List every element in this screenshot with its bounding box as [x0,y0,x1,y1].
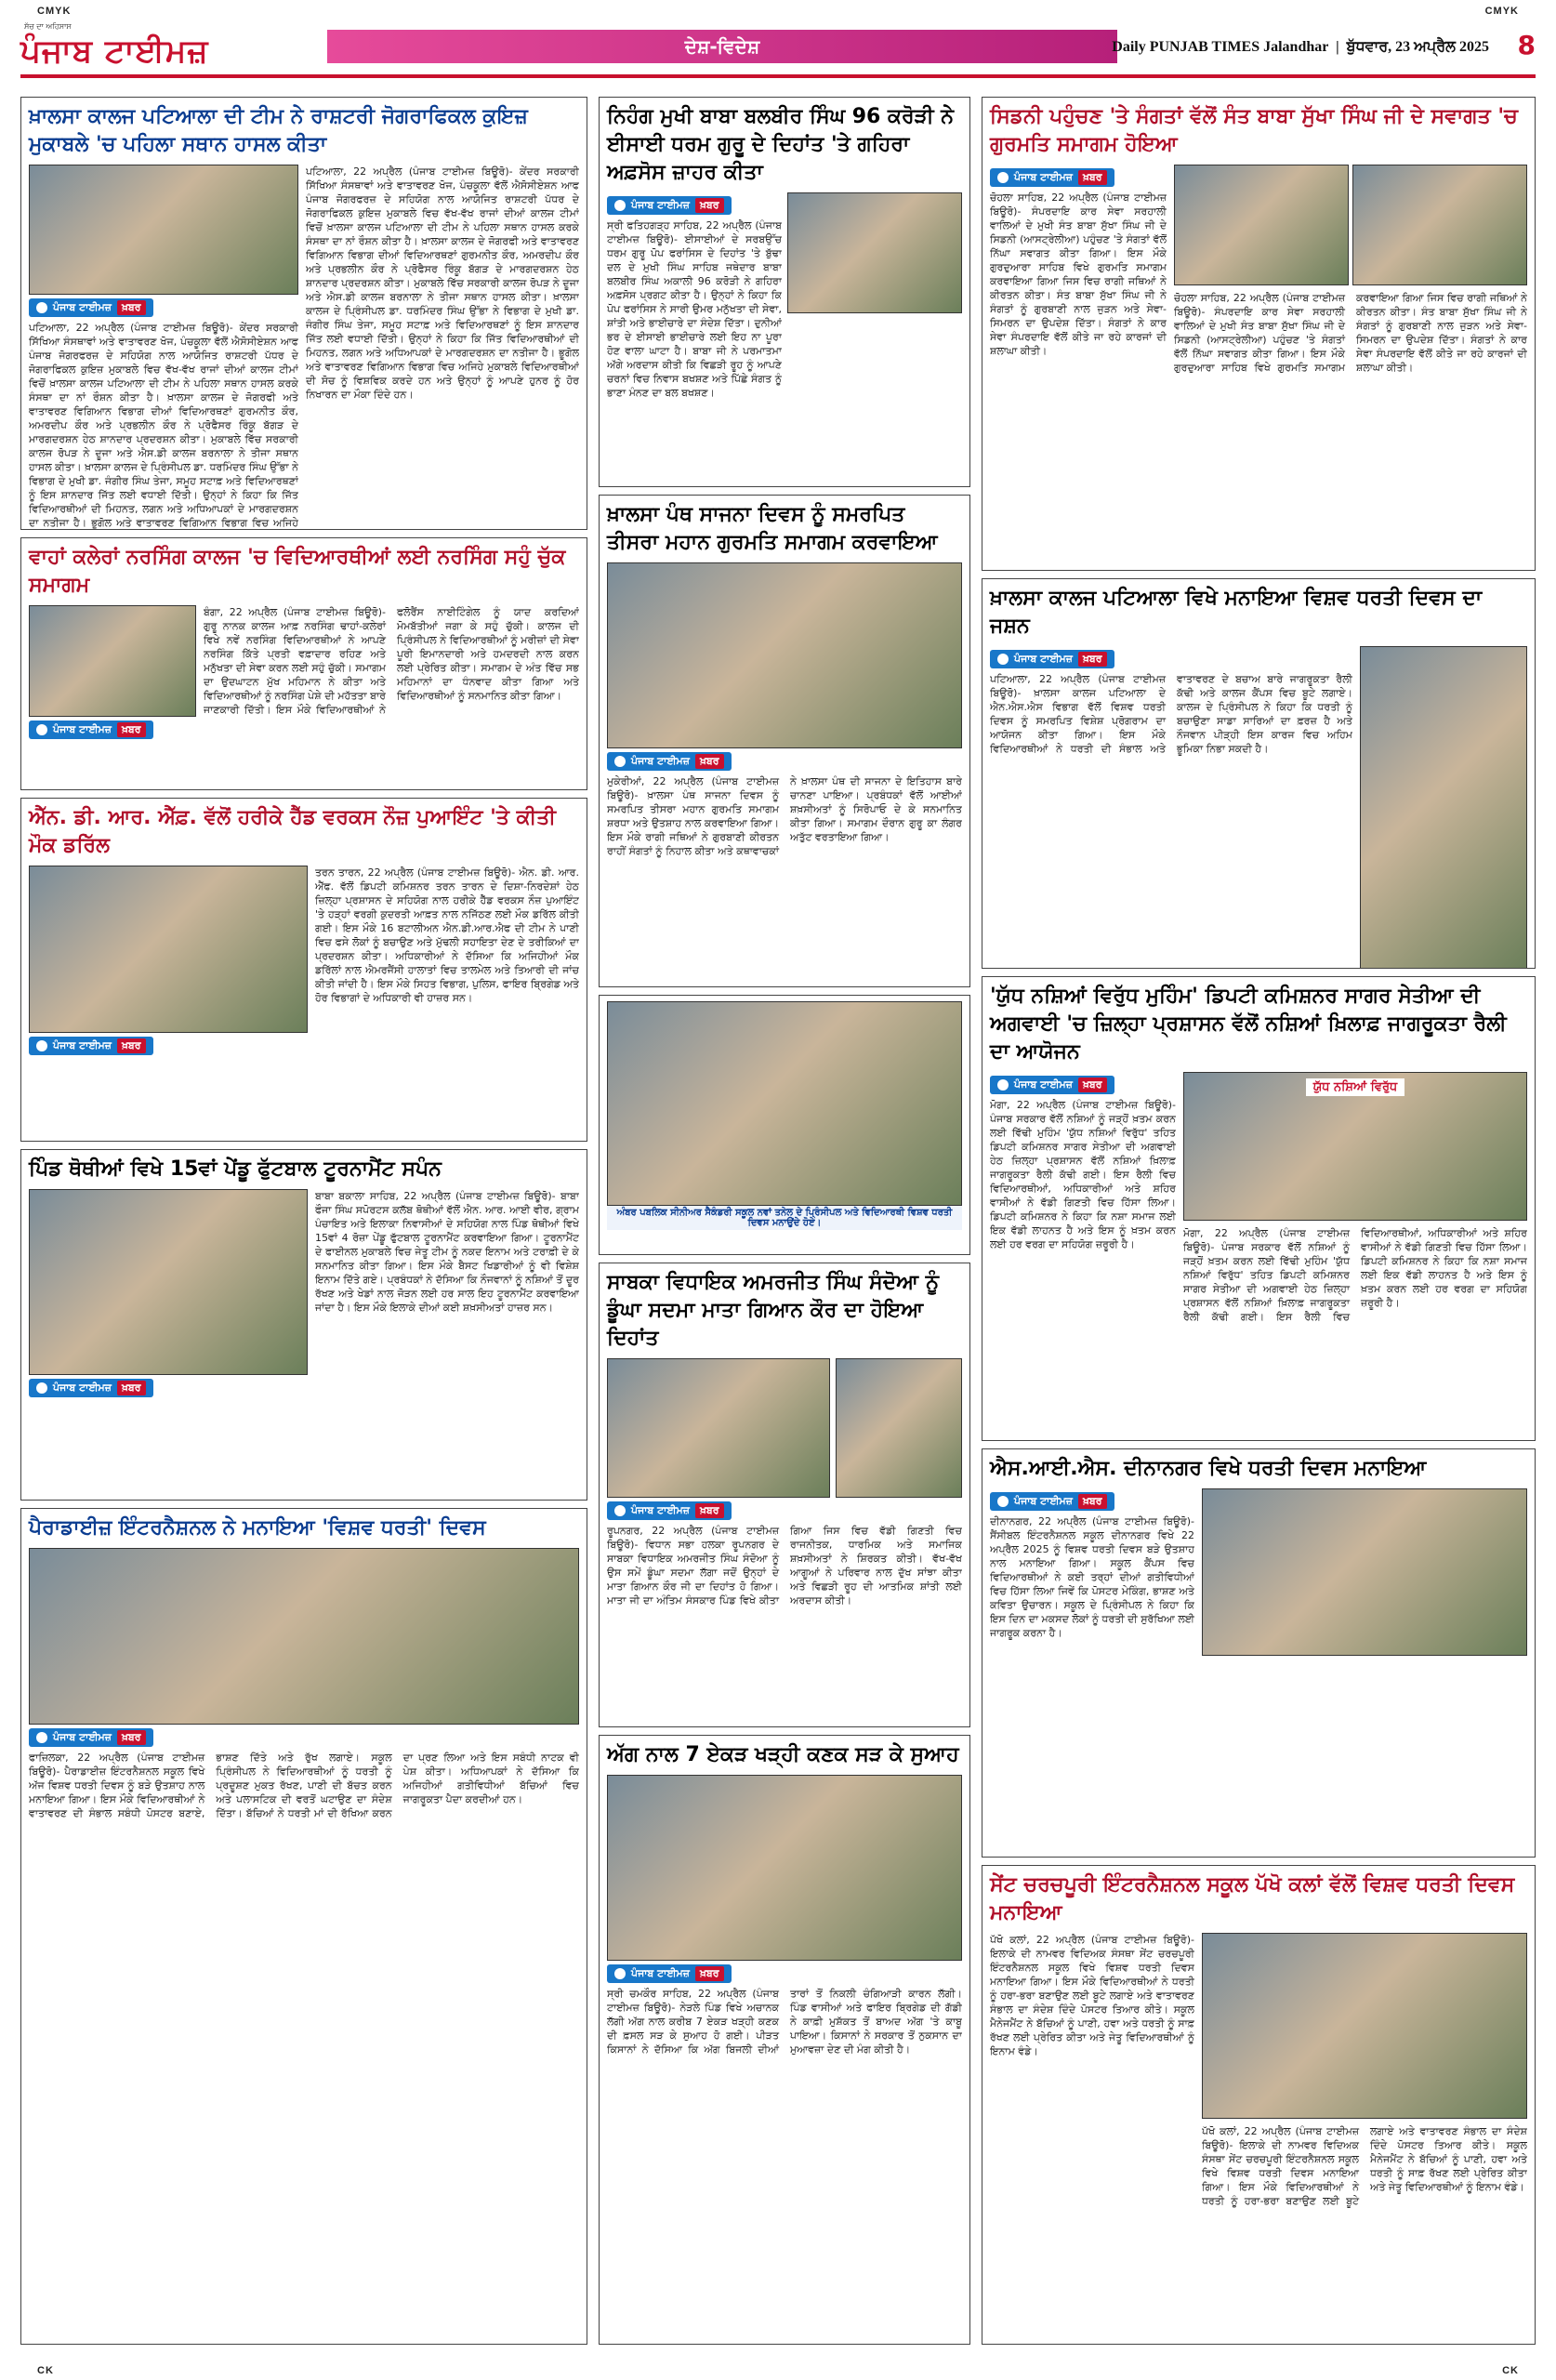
article-photo [1174,165,1349,285]
masthead [20,22,1536,78]
article-body: ਬੰਗਾ, 22 ਅਪ੍ਰੈਲ (ਪੰਜਾਬ ਟਾਈਮਜ਼ ਬਿਊਰੋ)- ਗੁਰੂ ਨਾਨਕ ਕਾਲਜ ਆਫ਼ ਨਰਸਿੰਗ ਢਾਹਾਂ-ਕਲੇਰਾਂ ਵਿਖੇ ਨਵੇਂ ਨਰਸਿੰਗ ਵਿਦਿਆਰਥੀਆਂ ਨੇ ਆਪਣੇ ਨਰਸਿੰਗ ਕਿੱਤੇ ਪ੍ਰਤੀ ਵਫ਼ਾਦਾਰ ਰਹਿਣ ਅਤੇ ਮਨੁੱਖਤਾ ਦੀ ਸੇਵਾ ਕਰਨ ਲਈ ਸਹੁੰ ਚੁੱਕੀ। ਸਮਾਗਮ ਦਾ ਉਦਘਾਟਨ ਮੁੱਖ ਮਹਿਮਾਨ ਨੇ ਕੀਤਾ ਅਤੇ ਵਿਦਿਆਰਥੀਆਂ ਨੂੰ ਨਰਸਿੰਗ ਪੇਸ਼ੇ ਦੀ ਮਹੱਤਤਾ ਬਾਰੇ ਜਾਣਕਾਰੀ ਦਿੱਤੀ। ਇਸ ਮੌਕੇ ਵਿਦਿਆਰਥੀਆਂ ਨੇ ਫਲੋਰੈਂਸ ਨਾਈਟਿੰਗੇਲ ਨੂੰ ਯਾਦ ਕਰਦਿਆਂ ਮੋਮਬੱਤੀਆਂ ਜਗਾ ਕੇ ਸਹੁੰ ਚੁੱਕੀ। ਕਾਲਜ ਦੀ ਪ੍ਰਿੰਸੀਪਲ ਨੇ ਵਿਦਿਆਰਥੀਆਂ ਨੂੰ ਮਰੀਜ਼ਾਂ ਦੀ ਸੇਵਾ ਪੂਰੀ ਇਮਾਨਦਾਰੀ ਅਤੇ ਹਮਦਰਦੀ ਨਾਲ ਕਰਨ ਲਈ ਪ੍ਰੇਰਿਤ ਕੀਤਾ। ਸਮਾਗਮ ਦੇ ਅੰਤ ਵਿੱਚ ਸਭ ਮਹਿਮਾਨਾਂ ਦਾ ਧੰਨਵਾਦ ਕੀਤਾ ਗਿਆ ਅਤੇ ਵਿਦਿਆਰਥੀਆਂ ਨੂੰ ਸਨਮਾਨਿਤ ਕੀਤਾ ਗਿਆ। [204,606,579,716]
article-body-continued: ਚੋਹਲਾ ਸਾਹਿਬ, 22 ਅਪ੍ਰੈਲ (ਪੰਜਾਬ ਟਾਈਮਜ਼ ਬਿਊਰੋ)- ਸੰਪਰਦਾਇ ਕਾਰ ਸੇਵਾ ਸਰਹਾਲੀ ਵਾਲਿਆਂ ਦੇ ਮੁਖੀ ਸੰਤ ਬਾਬਾ ਸੁੱਖਾ ਸਿੰਘ ਜੀ ਦੇ ਸਿਡਨੀ (ਆਸਟ੍ਰੇਲੀਆ) ਪਹੁੰਚਣ 'ਤੇ ਸੰਗਤਾਂ ਵੱਲੋਂ ਨਿੱਘਾ ਸਵਾਗਤ ਕੀਤਾ ਗਿਆ। ਇਸ ਮੌਕੇ ਗੁਰਦੁਆਰਾ ਸਾਹਿਬ ਵਿਖੇ ਗੁਰਮਤਿ ਸਮਾਗਮ ਕਰਵਾਇਆ ਗਿਆ ਜਿਸ ਵਿਚ ਰਾਗੀ ਜਥਿਆਂ ਨੇ ਕੀਰਤਨ ਕੀਤਾ। ਸੰਤ ਬਾਬਾ ਸੁੱਖਾ ਸਿੰਘ ਜੀ ਨੇ ਸੰਗਤਾਂ ਨੂੰ ਗੁਰਬਾਣੀ ਨਾਲ ਜੁੜਨ ਅਤੇ ਸੇਵਾ-ਸਿਮਰਨ ਦਾ ਉਪਦੇਸ਼ ਦਿੱਤਾ। ਸੰਗਤਾਂ ਨੇ ਕਾਰ ਸੇਵਾ ਸੰਪਰਦਾਇ ਵੱਲੋਂ ਕੀਤੇ ਜਾ ਰਹੇ ਕਾਰਜਾਂ ਦੀ ਸ਼ਲਾਘਾ ਕੀਤੀ। [1174,292,1527,374]
article-nursing-oath [20,537,587,790]
article-headline: ਸਿਡਨੀ ਪਹੁੰਚਣ 'ਤੇ ਸੰਗਤਾਂ ਵੱਲੋਂ ਸੰਤ ਬਾਬਾ ਸੁੱਖਾ ਸਿੰਘ ਜੀ ਦੇ ਸਵਾਗਤ 'ਚ ਗੁਰਮਤਿ ਸਮਾਗਮ ਹੋਇਆ [990,105,1518,156]
article-body: ਪਟਿਆਲਾ, 22 ਅਪ੍ਰੈਲ (ਪੰਜਾਬ ਟਾਈਮਜ਼ ਬਿਊਰੋ)- ਖ਼ਾਲਸਾ ਕਾਲਜ ਪਟਿਆਲਾ ਦੇ ਐਨ.ਐਸ.ਐਸ ਵਿਭਾਗ ਵੱਲੋਂ ਵਿਸ਼ਵ ਧਰਤੀ ਦਿਵਸ ਨੂੰ ਸਮਰਪਿਤ ਵਿਸ਼ੇਸ਼ ਪ੍ਰੋਗਰਾਮ ਦਾ ਆਯੋਜਨ ਕੀਤਾ ਗਿਆ। ਇਸ ਮੌਕੇ ਵਿਦਿਆਰਥੀਆਂ ਨੇ ਧਰਤੀ ਦੀ ਸੰਭਾਲ ਅਤੇ ਵਾਤਾਵਰਣ ਦੇ ਬਚਾਅ ਬਾਰੇ ਜਾਗਰੂਕਤਾ ਰੈਲੀ ਕੱਢੀ ਅਤੇ ਕਾਲਜ ਕੈਂਪਸ ਵਿਚ ਬੂਟੇ ਲਗਾਏ। ਕਾਲਜ ਦੇ ਪ੍ਰਿੰਸੀਪਲ ਨੇ ਕਿਹਾ ਕਿ ਧਰਤੀ ਨੂੰ ਬਚਾਉਣਾ ਸਾਡਾ ਸਾਰਿਆਂ ਦਾ ਫ਼ਰਜ਼ ਹੈ ਅਤੇ ਨੌਜਵਾਨ ਪੀੜ੍ਹੀ ਇਸ ਕਾਰਜ ਵਿਚ ਅਹਿਮ ਭੂਮਿਕਾ ਨਿਭਾ ਸਕਦੀ ਹੈ। [990,673,1352,755]
logo-name: ਪੰਜਾਬ ਟਾਈਮਜ਼ [20,33,209,70]
article-khalsa-quiz [20,97,587,530]
article-headline: ਖ਼ਾਲਸਾ ਪੰਥ ਸਾਜਨਾ ਦਿਵਸ ਨੂੰ ਸਮਰਪਿਤ ਤੀਸਰਾ ਮਹਾਨ ਗੁਰਮਤਿ ਸਮਾਗਮ ਕਰਵਾਇਆ [607,503,938,554]
registration-mark-top-left: CMYK [37,6,72,17]
rally-banner: ਯੁੱਧ ਨਸ਼ਿਆਂ ਵਿਰੁੱਧ [1306,1078,1405,1096]
article-photo [29,1189,308,1375]
byline: ਪੰਜਾਬ ਟਾਈਮਜ਼ ਖ਼ਬਰ [990,168,1114,187]
article-amber-school-photo [599,995,970,1255]
logo-icon [36,1040,47,1051]
article-drugs-rally [982,976,1536,1441]
article-body-part: ਪਟਿਆਲਾ, 22 ਅਪ੍ਰੈਲ (ਪੰਜਾਬ ਟਾਈਮਜ਼ ਬਿਊਰੋ)- ਕੇਂਦਰ ਸਰਕਾਰੀ ਸਿੱਖਿਆ ਸੰਸਥਾਵਾਂ ਅਤੇ ਵਾਤਾਵਰਣ ਖੋਜ, ਪੰਚਕੂਲਾ ਵੱਲੋਂ ਐਸੋਸੀਏਸ਼ਨ ਆਫ ਪੰਜਾਬ ਜੋਗਰਫਰਜ਼ ਦੇ ਸਹਿਯੋਗ ਨਾਲ ਆਯੋਜਿਤ ਰਾਸ਼ਟਰੀ ਪੱਧਰ ਦੇ ਜੋਗਰਾਫਿਕਲ ਕੁਇਜ਼ ਮੁਕਾਬਲੇ ਵਿਚ ਵੱਖ-ਵੱਖ ਰਾਜਾਂ ਦੀਆਂ ਕਾਲਜ ਟੀਮਾਂ ਵਿਚੋਂ ਖ਼ਾਲਸਾ ਕਾਲਜ ਪਟਿਆਲਾ ਦੀ ਟੀਮ ਨੇ ਪਹਿਲਾ ਸਥਾਨ ਹਾਸਲ ਕਰਕੇ ਸੰਸਥਾ ਦਾ ਨਾਂ ਰੌਸ਼ਨ ਕੀਤਾ ਹੈ। ਖ਼ਾਲਸਾ ਕਾਲਜ ਦੇ ਜੋਗਰਫੀ ਅਤੇ ਵਾਤਾਵਰਣ ਵਿਗਿਆਨ ਵਿਭਾਗ ਦੀਆਂ ਵਿਦਿਆਰਥਣਾਂ ਗੁਰਮਨੀਤ ਕੌਰ, ਅਮਰਦੀਪ ਕੌਰ ਅਤੇ ਪ੍ਰਭਲੀਨ ਕੌਰ ਨੇ ਪ੍ਰੋਫੈਸਰ ਰਿੰਕੂ ਬੱਗੜ ਦੇ ਮਾਰਗਦਰਸ਼ਨ ਹੇਠ ਸ਼ਾਨਦਾਰ ਪ੍ਰਦਰਸ਼ਨ ਕੀਤਾ। ਮੁਕਾਬਲੇ ਵਿੱਚ ਸਰਕਾਰੀ ਕਾਲਜ ਰੋਪੜ ਨੇ ਦੂਜਾ ਅਤੇ ਐਸ.ਡੀ ਕਾਲਜ ਬਰਨਾਲਾ ਨੇ ਤੀਜਾ ਸਥਾਨ ਹਾਸਲ ਕੀਤਾ। ਖ਼ਾਲਸਾ ਕਾਲਜ ਦੇ ਪ੍ਰਿੰਸੀਪਲ ਡਾ. ਧਰਮਿੰਦਰ ਸਿੰਘ ਉੱਭਾ ਨੇ ਵਿਭਾਗ ਦੇ ਮੁਖੀ ਡਾ. ਜੰਗੀਰ ਸਿੰਘ ਤੇਜਾ, ਸਮੂਹ ਸਟਾਫ਼ ਅਤੇ ਵਿਦਿਆਰਥਣਾਂ ਨੂੰ ਇਸ ਸ਼ਾਨਦਾਰ ਜਿੱਤ ਲਈ ਵਧਾਈ ਦਿੱਤੀ। ਉਨ੍ਹਾਂ ਨੇ ਕਿਹਾ ਕਿ ਜਿੱਤ ਵਿਦਿਆਰਥੀਆਂ ਦੀ ਮਿਹਨਤ, ਲਗਨ ਅਤੇ ਅਧਿਆਪਕਾਂ ਦੇ ਮਾਰਗਦਰਸ਼ਨ ਦਾ ਨਤੀਜਾ ਹੈ। ਭੂਗੋਲ ਅਤੇ ਵਾਤਾਵਰਣ ਵਿਗਿਆਨ ਵਿਭਾਗ ਵਿਚ ਅਜਿਹੇ [29,322,298,529]
logo-icon [997,1079,1009,1091]
article-photo [1360,646,1527,969]
article-photo [1202,1933,1527,2119]
logo-icon [614,200,626,211]
article-headline: ਖ਼ਾਲਸਾ ਕਾਲਜ ਪਟਿਆਲਾ ਵਿਖੇ ਮਨਾਇਆ ਵਿਸ਼ਵ ਧਰਤੀ ਦਿਵਸ ਦਾ ਜਸ਼ਨ [990,587,1483,638]
byline: ਪੰਜਾਬ ਟਾਈਮਜ਼ ਖ਼ਬਰ [29,1379,153,1397]
logo-icon [614,756,626,767]
article-photo [787,192,962,313]
article-body: ਫਾਜ਼ਿਲਕਾ, 22 ਅਪ੍ਰੈਲ (ਪੰਜਾਬ ਟਾਈਮਜ਼ ਬਿਊਰੋ)- ਪੈਰਾਡਾਈਜ਼ ਇੰਟਰਨੈਸ਼ਨਲ ਸਕੂਲ ਵਿਖੇ ਅੱਜ ਵਿਸ਼ਵ ਧਰਤੀ ਦਿਵਸ ਨੂੰ ਬੜੇ ਉਤਸ਼ਾਹ ਨਾਲ ਮਨਾਇਆ ਗਿਆ। ਇਸ ਮੌਕੇ ਵਿਦਿਆਰਥੀਆਂ ਨੇ ਵਾਤਾਵਰਣ ਦੀ ਸੰਭਾਲ ਸਬੰਧੀ ਪੋਸਟਰ ਬਣਾਏ, ਭਾਸ਼ਣ ਦਿੱਤੇ ਅਤੇ ਰੁੱਖ ਲਗਾਏ। ਸਕੂਲ ਪ੍ਰਿੰਸੀਪਲ ਨੇ ਵਿਦਿਆਰਥੀਆਂ ਨੂੰ ਧਰਤੀ ਨੂੰ ਪ੍ਰਦੂਸ਼ਣ ਮੁਕਤ ਰੱਖਣ, ਪਾਣੀ ਦੀ ਬੱਚਤ ਕਰਨ ਅਤੇ ਪਲਾਸਟਿਕ ਦੀ ਵਰਤੋਂ ਘਟਾਉਣ ਦਾ ਸੰਦੇਸ਼ ਦਿੱਤਾ। ਬੱਚਿਆਂ ਨੇ ਧਰਤੀ ਮਾਂ ਦੀ ਰੱਖਿਆ ਕਰਨ ਦਾ ਪ੍ਰਣ ਲਿਆ ਅਤੇ ਇਸ ਸਬੰਧੀ ਨਾਟਕ ਵੀ ਪੇਸ਼ ਕੀਤਾ। ਅਧਿਆਪਕਾਂ ਨੇ ਦੱਸਿਆ ਕਿ ਅਜਿਹੀਆਂ ਗਤੀਵਿਧੀਆਂ ਬੱਚਿਆਂ ਵਿਚ ਜਾਗਰੂਕਤਾ ਪੈਦਾ ਕਰਦੀਆਂ ਹਨ। [29,1752,579,1819]
article-wheat-fire [599,1735,970,2345]
article-photo [29,605,196,717]
article-body: ਬਾਬਾ ਬਕਾਲਾ ਸਾਹਿਬ, 22 ਅਪ੍ਰੈਲ (ਪੰਜਾਬ ਟਾਈਮਜ਼ ਬਿਊਰੋ)- ਬਾਬਾ ਫੌਜਾ ਸਿੰਘ ਸਪੋਰਟਸ ਕਲੱਬ ਥੋਥੀਆਂ ਵੱਲੋਂ ਐਨ. ਆਰ. ਆਈ ਵੀਰ, ਗ੍ਰਾਮ ਪੰਚਾਇਤ ਅਤੇ ਇਲਾਕਾ ਨਿਵਾਸੀਆਂ ਦੇ ਸਹਿਯੋਗ ਨਾਲ ਪਿੰਡ ਥੋਥੀਆਂ ਵਿਖੇ 15ਵਾਂ 4 ਰੋਜ਼ਾ ਪੇਂਡੂ ਫੁੱਟਬਾਲ ਟੂਰਨਾਮੈਂਟ ਕਰਵਾਇਆ ਗਿਆ। ਟੂਰਨਾਮੈਂਟ ਦੇ ਫਾਈਨਲ ਮੁਕਾਬਲੇ ਵਿਚ ਜੇਤੂ ਟੀਮ ਨੂੰ ਨਕਦ ਇਨਾਮ ਅਤੇ ਟਰਾਫ਼ੀ ਦੇ ਕੇ ਸਨਮਾਨਿਤ ਕੀਤਾ ਗਿਆ। ਇਸ ਮੌਕੇ ਬੈਸਟ ਖਿਡਾਰੀਆਂ ਨੂੰ ਵੀ ਵਿਸ਼ੇਸ਼ ਇਨਾਮ ਦਿੱਤੇ ਗਏ। ਪ੍ਰਬੰਧਕਾਂ ਨੇ ਦੱਸਿਆ ਕਿ ਨੌਜਵਾਨਾਂ ਨੂੰ ਨਸ਼ਿਆਂ ਤੋਂ ਦੂਰ ਰੱਖਣ ਅਤੇ ਖੇਡਾਂ ਨਾਲ ਜੋੜਨ ਲਈ ਹਰ ਸਾਲ ਇਹ ਟੂਰਨਾਮੈਂਟ ਕਰਵਾਇਆ ਜਾਂਦਾ ਹੈ। ਇਸ ਮੌਕੇ ਇਲਾਕੇ ਦੀਆਂ ਕਈ ਸ਼ਖ਼ਸੀਅਤਾਂ ਹਾਜ਼ਰ ਸਨ। [315,1190,579,1314]
logo-icon [997,1496,1009,1507]
article-body: ਸ੍ਰੀ ਚਮਕੌਰ ਸਾਹਿਬ, 22 ਅਪ੍ਰੈਲ (ਪੰਜਾਬ ਟਾਈਮਜ਼ ਬਿਊਰੋ)- ਨੇੜਲੇ ਪਿੰਡ ਵਿਖੇ ਅਚਾਨਕ ਲੱਗੀ ਅੱਗ ਨਾਲ ਕਰੀਬ 7 ਏਕੜ ਖੜ੍ਹੀ ਕਣਕ ਦੀ ਫ਼ਸਲ ਸੜ ਕੇ ਸੁਆਹ ਹੋ ਗਈ। ਪੀੜਤ ਕਿਸਾਨਾਂ ਨੇ ਦੱਸਿਆ ਕਿ ਅੱਗ ਬਿਜਲੀ ਦੀਆਂ ਤਾਰਾਂ ਤੋਂ ਨਿਕਲੀ ਚੰਗਿਆੜੀ ਕਾਰਨ ਲੱਗੀ। ਪਿੰਡ ਵਾਸੀਆਂ ਅਤੇ ਫਾਇਰ ਬ੍ਰਿਗੇਡ ਦੀ ਗੱਡੀ ਨੇ ਕਾਫ਼ੀ ਮੁਸ਼ੱਕਤ ਤੋਂ ਬਾਅਦ ਅੱਗ 'ਤੇ ਕਾਬੂ ਪਾਇਆ। ਕਿਸਾਨਾਂ ਨੇ ਸਰਕਾਰ ਤੋਂ ਨੁਕਸਾਨ ਦਾ ਮੁਆਵਜ਼ਾ ਦੇਣ ਦੀ ਮੰਗ ਕੀਤੀ ਹੈ। [607,1988,962,2056]
byline: ਪੰਜਾਬ ਟਾਈਮਜ਼ ਖ਼ਬਰ [29,1728,153,1747]
byline: ਪੰਜਾਬ ਟਾਈਮਜ਼ ਖ਼ਬਰ [990,1076,1114,1094]
article-nihang-condolence [599,97,970,487]
article-headline: ਐਸ.ਆਈ.ਐਸ. ਦੀਨਾਨਗਰ ਵਿਖੇ ਧਰਤੀ ਦਿਵਸ ਮਨਾਇਆ [990,1457,1427,1480]
article-body: ਪੱਖੋ ਕਲਾਂ, 22 ਅਪ੍ਰੈਲ (ਪੰਜਾਬ ਟਾਈਮਜ਼ ਬਿਊਰੋ)- ਇਲਾਕੇ ਦੀ ਨਾਮਵਰ ਵਿਦਿਅਕ ਸੰਸਥਾ ਸੇਂਟ ਚਰਚਪੂਰੀ ਇੰਟਰਨੈਸ਼ਨਲ ਸਕੂਲ ਵਿਖੇ ਵਿਸ਼ਵ ਧਰਤੀ ਦਿਵਸ ਮਨਾਇਆ ਗਿਆ। ਇਸ ਮੌਕੇ ਵਿਦਿਆਰਥੀਆਂ ਨੇ ਧਰਤੀ ਨੂੰ ਹਰਾ-ਭਰਾ ਬਣਾਉਣ ਲਈ ਬੂਟੇ ਲਗਾਏ ਅਤੇ ਵਾਤਾਵਰਣ ਸੰਭਾਲ ਦਾ ਸੰਦੇਸ਼ ਦਿੰਦੇ ਪੋਸਟਰ ਤਿਆਰ ਕੀਤੇ। ਸਕੂਲ ਮੈਨੇਜਮੈਂਟ ਨੇ ਬੱਚਿਆਂ ਨੂੰ ਪਾਣੀ, ਹਵਾ ਅਤੇ ਧਰਤੀ ਨੂੰ ਸਾਫ਼ ਰੱਖਣ ਲਈ ਪ੍ਰੇਰਿਤ ਕੀਤਾ ਅਤੇ ਜੇਤੂ ਵਿਦਿਆਰਥੀਆਂ ਨੂੰ ਇਨਾਮ ਵੰਡੇ। [990,1934,1194,2057]
article-headline: ਖ਼ਾਲਸਾ ਕਾਲਜ ਪਟਿਆਲਾ ਦੀ ਟੀਮ ਨੇ ਰਾਸ਼ਟਰੀ ਜੋਗਰਾਫਿਕਲ ਕੁਇਜ਼ ਮੁਕਾਬਲੇ 'ਚ ਪਹਿਲਾ ਸਥਾਨ ਹਾਸਲ ਕੀਤਾ [29,105,528,156]
article-photo [607,562,962,748]
article-photo [1202,1488,1527,1656]
portrait-photo [836,1358,962,1498]
photo-caption: ਅੰਬਰ ਪਬਲਿਕ ਸੀਨੀਅਰ ਸੈਕੰਡਰੀ ਸਕੂਲ ਨਵਾਂ ਤਨੇਲ ਦੇ ਪ੍ਰਿੰਸੀਪਲ ਅਤੇ ਵਿਦਿਆਰਥੀ ਵਿਸ਼ਵ ਧਰਤੀ ਦਿਵਸ ਮਨਾਉਂਦੇ ਹੋਏ। [607,1206,962,1230]
article-headline: ਪੈਰਾਡਾਈਜ਼ ਇੰਟਰਨੈਸ਼ਨਲ ਨੇ ਮਨਾਇਆ 'ਵਿਸ਼ਵ ਧਰਤੀ' ਦਿਵਸ [29,1516,486,1540]
article-khalsa-gurmat [599,495,970,987]
article-body: ਚੋਹਲਾ ਸਾਹਿਬ, 22 ਅਪ੍ਰੈਲ (ਪੰਜਾਬ ਟਾਈਮਜ਼ ਬਿਊਰੋ)- ਸੰਪਰਦਾਇ ਕਾਰ ਸੇਵਾ ਸਰਹਾਲੀ ਵਾਲਿਆਂ ਦੇ ਮੁਖੀ ਸੰਤ ਬਾਬਾ ਸੁੱਖਾ ਸਿੰਘ ਜੀ ਦੇ ਸਿਡਨੀ (ਆਸਟ੍ਰੇਲੀਆ) ਪਹੁੰਚਣ 'ਤੇ ਸੰਗਤਾਂ ਵੱਲੋਂ ਨਿੱਘਾ ਸਵਾਗਤ ਕੀਤਾ ਗਿਆ। ਇਸ ਮੌਕੇ ਗੁਰਦੁਆਰਾ ਸਾਹਿਬ ਵਿਖੇ ਗੁਰਮਤਿ ਸਮਾਗਮ ਕਰਵਾਇਆ ਗਿਆ ਜਿਸ ਵਿਚ ਰਾਗੀ ਜਥਿਆਂ ਨੇ ਕੀਰਤਨ ਕੀਤਾ। ਸੰਤ ਬਾਬਾ ਸੁੱਖਾ ਸਿੰਘ ਜੀ ਨੇ ਸੰਗਤਾਂ ਨੂੰ ਗੁਰਬਾਣੀ ਨਾਲ ਜੁੜਨ ਅਤੇ ਸੇਵਾ-ਸਿਮਰਨ ਦਾ ਉਪਦੇਸ਼ ਦਿੱਤਾ। ਸੰਗਤਾਂ ਨੇ ਕਾਰ ਸੇਵਾ ਸੰਪਰਦਾਇ ਵੱਲੋਂ ਕੀਤੇ ਜਾ ਰਹੇ ਕਾਰਜਾਂ ਦੀ ਸ਼ਲਾਘਾ ਕੀਤੀ। [990,192,1167,357]
article-body: ਪਟਿਆਲਾ, 22 ਅਪ੍ਰੈਲ (ਪੰਜਾਬ ਟਾਈਮਜ਼ ਬਿਊਰੋ)- ਕੇਂਦਰ ਸਰਕਾਰੀ ਸਿੱਖਿਆ ਸੰਸਥਾਵਾਂ ਅਤੇ ਵਾਤਾਵਰਣ ਖੋਜ, ਪੰਚਕੂਲਾ ਵੱਲੋਂ ਐਸੋਸੀਏਸ਼ਨ ਆਫ ਪੰਜਾਬ ਜੋਗਰਫਰਜ਼ ਦੇ ਸਹਿਯੋਗ ਨਾਲ ਆਯੋਜਿਤ ਰਾਸ਼ਟਰੀ ਪੱਧਰ ਦੇ ਜੋਗਰਾਫਿਕਲ ਕੁਇਜ਼ ਮੁਕਾਬਲੇ ਵਿਚ ਵੱਖ-ਵੱਖ ਰਾਜਾਂ ਦੀਆਂ ਕਾਲਜ ਟੀਮਾਂ ਵਿਚੋਂ ਖ਼ਾਲਸਾ ਕਾਲਜ ਪਟਿਆਲਾ ਦੀ ਟੀਮ ਨੇ ਪਹਿਲਾ ਸਥਾਨ ਹਾਸਲ ਕਰਕੇ ਸੰਸਥਾ ਦਾ ਨਾਂ ਰੌਸ਼ਨ ਕੀਤਾ ਹੈ। ਖ਼ਾਲਸਾ ਕਾਲਜ ਦੇ ਜੋਗਰਫੀ ਅਤੇ ਵਾਤਾਵਰਣ ਵਿਗਿਆਨ ਵਿਭਾਗ ਦੀਆਂ ਵਿਦਿਆਰਥਣਾਂ ਗੁਰਮਨੀਤ ਕੌਰ, ਅਮਰਦੀਪ ਕੌਰ ਅਤੇ ਪ੍ਰਭਲੀਨ ਕੌਰ ਨੇ ਪ੍ਰੋਫੈਸਰ ਰਿੰਕੂ ਬੱਗੜ ਦੇ ਮਾਰਗਦਰਸ਼ਨ ਹੇਠ ਸ਼ਾਨਦਾਰ ਪ੍ਰਦਰਸ਼ਨ ਕੀਤਾ। ਮੁਕਾਬਲੇ ਵਿੱਚ ਸਰਕਾਰੀ ਕਾਲਜ ਰੋਪੜ ਨੇ ਦੂਜਾ ਅਤੇ ਐਸ.ਡੀ ਕਾਲਜ ਬਰਨਾਲਾ ਨੇ ਤੀਜਾ ਸਥਾਨ ਹਾਸਲ ਕੀਤਾ। ਖ਼ਾਲਸਾ ਕਾਲਜ ਦੇ ਪ੍ਰਿੰਸੀਪਲ ਡਾ. ਧਰਮਿੰਦਰ ਸਿੰਘ ਉੱਭਾ ਨੇ ਵਿਭਾਗ ਦੇ ਮੁਖੀ ਡਾ. ਜੰਗੀਰ ਸਿੰਘ ਤੇਜਾ, ਸਮੂਹ ਸਟਾਫ਼ ਅਤੇ ਵਿਦਿਆਰਥਣਾਂ ਨੂੰ ਇਸ ਸ਼ਾਨਦਾਰ ਜਿੱਤ ਲਈ ਵਧਾਈ ਦਿੱਤੀ। ਉਨ੍ਹਾਂ ਨੇ ਕਿਹਾ ਕਿ ਜਿੱਤ ਵਿਦਿਆਰਥੀਆਂ ਦੀ ਮਿਹਨਤ, ਲਗਨ ਅਤੇ ਅਧਿਆਪਕਾਂ ਦੇ ਮਾਰਗਦਰਸ਼ਨ ਦਾ ਨਤੀਜਾ ਹੈ। ਭੂਗੋਲ ਅਤੇ ਵਾਤਾਵਰਣ ਵਿਗਿਆਨ ਵਿਭਾਗ ਵਿਚ ਅਜਿਹੇ ਮੁਕਾਬਲੇ ਵਿਦਿਆਰਥੀਆਂ ਦੀ ਸੋਚ ਨੂੰ ਵਿਸ਼ਵਿਕ ਕਰਦੇ ਹਨ ਅਤੇ ਉਨ੍ਹਾਂ ਨੂੰ ਆਪਣੇ ਹੁਨਰ ਨੂੰ ਹੋਰ ਨਿਖਾਰਨ ਦਾ ਮੌਕਾ ਦਿੰਦੇ ਹਨ। [306,165,579,401]
article-body-continued: ਪੱਖੋ ਕਲਾਂ, 22 ਅਪ੍ਰੈਲ (ਪੰਜਾਬ ਟਾਈਮਜ਼ ਬਿਊਰੋ)- ਇਲਾਕੇ ਦੀ ਨਾਮਵਰ ਵਿਦਿਅਕ ਸੰਸਥਾ ਸੇਂਟ ਚਰਚਪੂਰੀ ਇੰਟਰਨੈਸ਼ਨਲ ਸਕੂਲ ਵਿਖੇ ਵਿਸ਼ਵ ਧਰਤੀ ਦਿਵਸ ਮਨਾਇਆ ਗਿਆ। ਇਸ ਮੌਕੇ ਵਿਦਿਆਰਥੀਆਂ ਨੇ ਧਰਤੀ ਨੂੰ ਹਰਾ-ਭਰਾ ਬਣਾਉਣ ਲਈ ਬੂਟੇ ਲਗਾਏ ਅਤੇ ਵਾਤਾਵਰਣ ਸੰਭਾਲ ਦਾ ਸੰਦੇਸ਼ ਦਿੰਦੇ ਪੋਸਟਰ ਤਿਆਰ ਕੀਤੇ। ਸਕੂਲ ਮੈਨੇਜਮੈਂਟ ਨੇ ਬੱਚਿਆਂ ਨੂੰ ਪਾਣੀ, ਹਵਾ ਅਤੇ ਧਰਤੀ ਨੂੰ ਸਾਫ਼ ਰੱਖਣ ਲਈ ਪ੍ਰੇਰਿਤ ਕੀਤਾ ਅਤੇ ਜੇਤੂ ਵਿਦਿਆਰਥੀਆਂ ਨੂੰ ਇਨਾਮ ਵੰਡੇ। [1202,2125,1527,2207]
logo-icon [997,654,1009,665]
logo-icon [36,1732,47,1743]
article-sydney-gurmat [982,97,1536,571]
logo-icon [36,724,47,735]
article-photo-2 [1352,165,1527,285]
article-body: ਮੋਗਾ, 22 ਅਪ੍ਰੈਲ (ਪੰਜਾਬ ਟਾਈਮਜ਼ ਬਿਊਰੋ)- ਪੰਜਾਬ ਸਰਕਾਰ ਵੱਲੋਂ ਨਸ਼ਿਆਂ ਨੂੰ ਜੜ੍ਹੋਂ ਖ਼ਤਮ ਕਰਨ ਲਈ ਵਿੱਢੀ ਮੁਹਿੰਮ 'ਯੁੱਧ ਨਸ਼ਿਆਂ ਵਿਰੁੱਧ' ਤਹਿਤ ਡਿਪਟੀ ਕਮਿਸ਼ਨਰ ਸਾਗਰ ਸੇਤੀਆ ਦੀ ਅਗਵਾਈ ਹੇਠ ਜ਼ਿਲ੍ਹਾ ਪ੍ਰਸ਼ਾਸਨ ਵੱਲੋਂ ਨਸ਼ਿਆਂ ਖ਼ਿਲਾਫ਼ ਜਾਗਰੂਕਤਾ ਰੈਲੀ ਕੱਢੀ ਗਈ। ਇਸ ਰੈਲੀ ਵਿਚ ਵਿਦਿਆਰਥੀਆਂ, ਅਧਿਕਾਰੀਆਂ ਅਤੇ ਸ਼ਹਿਰ ਵਾਸੀਆਂ ਨੇ ਵੱਡੀ ਗਿਣਤੀ ਵਿਚ ਹਿੱਸਾ ਲਿਆ। ਡਿਪਟੀ ਕਮਿਸ਼ਨਰ ਨੇ ਕਿਹਾ ਕਿ ਨਸ਼ਾ ਸਮਾਜ ਲਈ ਇਕ ਵੱਡੀ ਲਾਹਨਤ ਹੈ ਅਤੇ ਇਸ ਨੂੰ ਖ਼ਤਮ ਕਰਨ ਲਈ ਹਰ ਵਰਗ ਦਾ ਸਹਿਯੋਗ ਜ਼ਰੂਰੀ ਹੈ। [990,1099,1176,1250]
registration-mark-bottom-left: CK [37,2365,54,2376]
registration-mark-top-right: CMYK [1484,6,1519,17]
article-sis-earthday [982,1448,1536,1858]
logo-icon [36,302,47,313]
page-number: 8 [1517,30,1536,60]
article-photo [29,866,308,1033]
section-title: ਦੇਸ਼-ਵਿਦੇਸ਼ [327,30,1117,63]
article-photo [29,165,298,295]
byline: ਪੰਜਾਬ ਟਾਈਮਜ਼ ਖ਼ਬਰ [29,721,153,739]
publication-name: Daily PUNJAB TIMES Jalandhar [1112,39,1329,55]
article-headline: ਵਾਹਾਂ ਕਲੇਰਾਂ ਨਰਸਿੰਗ ਕਾਲਜ 'ਚ ਵਿਦਿਆਰਥੀਆਂ ਲਈ ਨਰਸਿੰਗ ਸਹੁੰ ਚੁੱਕ ਸਮਾਗਮ [29,546,566,597]
article-body: ਰੂਪਨਗਰ, 22 ਅਪ੍ਰੈਲ (ਪੰਜਾਬ ਟਾਈਮਜ਼ ਬਿਊਰੋ)- ਵਿਧਾਨ ਸਭਾ ਹਲਕਾ ਰੂਪਨਗਰ ਦੇ ਸਾਬਕਾ ਵਿਧਾਇਕ ਅਮਰਜੀਤ ਸਿੰਘ ਸੰਦੋਆ ਨੂੰ ਉਸ ਸਮੇਂ ਡੂੰਘਾ ਸਦਮਾ ਲੱਗਾ ਜਦੋਂ ਉਨ੍ਹਾਂ ਦੇ ਮਾਤਾ ਗਿਆਨ ਕੌਰ ਜੀ ਦਾ ਦਿਹਾਂਤ ਹੋ ਗਿਆ। ਮਾਤਾ ਜੀ ਦਾ ਅੰਤਿਮ ਸੰਸਕਾਰ ਪਿੰਡ ਵਿਖੇ ਕੀਤਾ ਗਿਆ ਜਿਸ ਵਿਚ ਵੱਡੀ ਗਿਣਤੀ ਵਿਚ ਰਾਜਨੀਤਕ, ਧਾਰਮਿਕ ਅਤੇ ਸਮਾਜਿਕ ਸ਼ਖ਼ਸੀਅਤਾਂ ਨੇ ਸ਼ਿਰਕਤ ਕੀਤੀ। ਵੱਖ-ਵੱਖ ਆਗੂਆਂ ਨੇ ਪਰਿਵਾਰ ਨਾਲ ਦੁੱਖ ਸਾਂਝਾ ਕੀਤਾ ਅਤੇ ਵਿਛੜੀ ਰੂਹ ਦੀ ਆਤਮਿਕ ਸ਼ਾਂਤੀ ਲਈ ਅਰਦਾਸ ਕੀਤੀ। [607,1525,962,1606]
article-paradise-earthday [20,1508,587,2345]
logo-tagline: ਸੱਚ ਦਾ ਅਹਿਸਾਸ [24,22,72,31]
logo [20,22,299,76]
article-body: ਦੀਨਾਨਗਰ, 22 ਅਪ੍ਰੈਲ (ਪੰਜਾਬ ਟਾਈਮਜ਼ ਬਿਊਰੋ)- ਸੈਂਸੀਬਲ ਇੰਟਰਨੈਸ਼ਨਲ ਸਕੂਲ ਦੀਨਾਨਗਰ ਵਿਖੇ 22 ਅਪ੍ਰੈਲ 2025 ਨੂੰ ਵਿਸ਼ਵ ਧਰਤੀ ਦਿਵਸ ਬੜੇ ਉਤਸ਼ਾਹ ਨਾਲ ਮਨਾਇਆ ਗਿਆ। ਸਕੂਲ ਕੈਂਪਸ ਵਿਚ ਵਿਦਿਆਰਥੀਆਂ ਨੇ ਕਈ ਤਰ੍ਹਾਂ ਦੀਆਂ ਗਤੀਵਿਧੀਆਂ ਵਿਚ ਹਿੱਸਾ ਲਿਆ ਜਿਵੇਂ ਕਿ ਪੋਸਟਰ ਮੇਕਿੰਗ, ਭਾਸ਼ਣ ਅਤੇ ਕਵਿਤਾ ਉਚਾਰਨ। ਸਕੂਲ ਦੇ ਪ੍ਰਿੰਸੀਪਲ ਨੇ ਕਿਹਾ ਕਿ ਇਸ ਦਿਨ ਦਾ ਮਕਸਦ ਲੋਕਾਂ ਨੂੰ ਧਰਤੀ ਦੀ ਸੁਰੱਖਿਆ ਲਈ ਜਾਗਰੂਕ ਕਰਨਾ ਹੈ। [990,1515,1194,1639]
article-body: ਮੁਕੇਰੀਆਂ, 22 ਅਪ੍ਰੈਲ (ਪੰਜਾਬ ਟਾਈਮਜ਼ ਬਿਊਰੋ)- ਖ਼ਾਲਸਾ ਪੰਥ ਸਾਜਨਾ ਦਿਵਸ ਨੂੰ ਸਮਰਪਿਤ ਤੀਸਰਾ ਮਹਾਨ ਗੁਰਮਤਿ ਸਮਾਗਮ ਸ਼ਰਧਾ ਅਤੇ ਉਤਸ਼ਾਹ ਨਾਲ ਕਰਵਾਇਆ ਗਿਆ। ਇਸ ਮੌਕੇ ਰਾਗੀ ਜਥਿਆਂ ਨੇ ਗੁਰਬਾਣੀ ਕੀਰਤਨ ਰਾਹੀਂ ਸੰਗਤਾਂ ਨੂੰ ਨਿਹਾਲ ਕੀਤਾ ਅਤੇ ਕਥਾਵਾਚਕਾਂ ਨੇ ਖ਼ਾਲਸਾ ਪੰਥ ਦੀ ਸਾਜਨਾ ਦੇ ਇਤਿਹਾਸ ਬਾਰੇ ਚਾਨਣਾ ਪਾਇਆ। ਪ੍ਰਬੰਧਕਾਂ ਵੱਲੋਂ ਆਈਆਂ ਸ਼ਖ਼ਸੀਅਤਾਂ ਨੂੰ ਸਿਰੋਪਾਓ ਦੇ ਕੇ ਸਨਮਾਨਿਤ ਕੀਤਾ ਗਿਆ। ਸਮਾਗਮ ਦੌਰਾਨ ਗੁਰੂ ਕਾ ਲੰਗਰ ਅਤੁੱਟ ਵਰਤਾਇਆ ਗਿਆ। [607,775,962,857]
article-headline: ਸਾਬਕਾ ਵਿਧਾਇਕ ਅਮਰਜੀਤ ਸਿੰਘ ਸੰਦੋਆ ਨੂੰ ਡੂੰਘਾ ਸਦਮਾ ਮਾਤਾ ਗਿਆਨ ਕੌਰ ਦਾ ਹੋਇਆ ਦਿਹਾਂਤ [607,1271,940,1350]
publication-line: Daily PUNJAB TIMES Jalandhar | ਬੁੱਧਵਾਰ, 23 ਅਪ੍ਰੈਲ 2025 [1112,39,1489,55]
article-photo [607,1001,962,1206]
byline: ਪੰਜਾਬ ਟਾਈਮਜ਼ ਖ਼ਬਰ [607,752,732,771]
logo-icon [614,1968,626,1979]
article-ndrf-drill [20,798,587,1142]
article-st-churchpuri-earthday [982,1865,1536,2345]
article-body: ਸ੍ਰੀ ਫਤਿਹਗੜ੍ਹ ਸਾਹਿਬ, 22 ਅਪ੍ਰੈਲ (ਪੰਜਾਬ ਟਾਈਮਜ਼ ਬਿਊਰੋ)- ਈਸਾਈਆਂ ਦੇ ਸਰਬਉੱਚ ਧਰਮ ਗੁਰੂ ਪੋਪ ਫਰਾਂਸਿਸ ਦੇ ਦਿਹਾਂਤ 'ਤੇ ਬੁੱਢਾ ਦਲ ਦੇ ਮੁਖੀ ਸਿੰਘ ਸਾਹਿਬ ਜਥੇਦਾਰ ਬਾਬਾ ਬਲਬੀਰ ਸਿੰਘ ਅਕਾਲੀ 96 ਕਰੋੜੀ ਨੇ ਗਹਿਰਾ ਅਫ਼ਸੋਸ ਪ੍ਰਗਟ ਕੀਤਾ ਹੈ। ਉਨ੍ਹਾਂ ਨੇ ਕਿਹਾ ਕਿ ਪੋਪ ਫਰਾਂਸਿਸ ਨੇ ਸਾਰੀ ਉਮਰ ਮਨੁੱਖਤਾ ਦੀ ਸੇਵਾ, ਸ਼ਾਂਤੀ ਅਤੇ ਭਾਈਚਾਰੇ ਦਾ ਸੰਦੇਸ਼ ਦਿੱਤਾ। ਦੁਨੀਆਂ ਭਰ ਦੇ ਈਸਾਈ ਭਾਈਚਾਰੇ ਲਈ ਇਹ ਨਾ ਪੂਰਾ ਹੋਣ ਵਾਲਾ ਘਾਟਾ ਹੈ। ਬਾਬਾ ਜੀ ਨੇ ਪਰਮਾਤਮਾ ਅੱਗੇ ਅਰਦਾਸ ਕੀਤੀ ਕਿ ਵਿਛੜੀ ਰੂਹ ਨੂੰ ਆਪਣੇ ਚਰਨਾਂ ਵਿਚ ਨਿਵਾਸ ਬਖਸ਼ਣ ਅਤੇ ਪਿੱਛੇ ਸੰਗਤ ਨੂੰ ਭਾਣਾ ਮੰਨਣ ਦਾ ਬਲ ਬਖਸ਼ਣ। [607,219,782,399]
article-photo [29,1548,579,1725]
article-headline: ਅੱਗ ਨਾਲ 7 ਏਕੜ ਖੜ੍ਹੀ ਕਣਕ ਸੜ ਕੇ ਸੁਆਹ [607,1743,959,1766]
article-body-continued: ਮੋਗਾ, 22 ਅਪ੍ਰੈਲ (ਪੰਜਾਬ ਟਾਈਮਜ਼ ਬਿਊਰੋ)- ਪੰਜਾਬ ਸਰਕਾਰ ਵੱਲੋਂ ਨਸ਼ਿਆਂ ਨੂੰ ਜੜ੍ਹੋਂ ਖ਼ਤਮ ਕਰਨ ਲਈ ਵਿੱਢੀ ਮੁਹਿੰਮ 'ਯੁੱਧ ਨਸ਼ਿਆਂ ਵਿਰੁੱਧ' ਤਹਿਤ ਡਿਪਟੀ ਕਮਿਸ਼ਨਰ ਸਾਗਰ ਸੇਤੀਆ ਦੀ ਅਗਵਾਈ ਹੇਠ ਜ਼ਿਲ੍ਹਾ ਪ੍ਰਸ਼ਾਸਨ ਵੱਲੋਂ ਨਸ਼ਿਆਂ ਖ਼ਿਲਾਫ਼ ਜਾਗਰੂਕਤਾ ਰੈਲੀ ਕੱਢੀ ਗਈ। ਇਸ ਰੈਲੀ ਵਿਚ ਵਿਦਿਆਰਥੀਆਂ, ਅਧਿਕਾਰੀਆਂ ਅਤੇ ਸ਼ਹਿਰ ਵਾਸੀਆਂ ਨੇ ਵੱਡੀ ਗਿਣਤੀ ਵਿਚ ਹਿੱਸਾ ਲਿਆ। ਡਿਪਟੀ ਕਮਿਸ਼ਨਰ ਨੇ ਕਿਹਾ ਕਿ ਨਸ਼ਾ ਸਮਾਜ ਲਈ ਇਕ ਵੱਡੀ ਲਾਹਨਤ ਹੈ ਅਤੇ ਇਸ ਨੂੰ ਖ਼ਤਮ ਕਰਨ ਲਈ ਹਰ ਵਰਗ ਦਾ ਸਹਿਯੋਗ ਜ਼ਰੂਰੀ ਹੈ। [1183,1227,1527,1323]
byline: ਪੰਜਾਬ ਟਾਈਮਜ਼ ਖ਼ਬਰ [29,1037,153,1055]
logo-icon [36,1382,47,1394]
article-photo [1183,1072,1527,1221]
article-headline: ਐੱਨ. ਡੀ. ਆਰ. ਐੱਫ਼. ਵੱਲੋਂ ਹਰੀਕੇ ਹੈੱਡ ਵਰਕਸ ਨੌਜ਼ ਪੁਆਇੰਟ 'ਤੇ ਕੀਤੀ ਮੌਕ ਡਰਿੱਲ [29,806,556,857]
article-headline: ਨਿਹੰਗ ਮੁਖੀ ਬਾਬਾ ਬਲਬੀਰ ਸਿੰਘ 96 ਕਰੋੜੀ ਨੇ ਈਸਾਈ ਧਰਮ ਗੁਰੂ ਦੇ ਦਿਹਾਂਤ 'ਤੇ ਗਹਿਰਾ ਅਫ਼ਸੋਸ ਜ਼ਾਹਰ ਕੀਤਾ [607,105,955,184]
article-headline: ਸੇਂਟ ਚਰਚਪੂਰੀ ਇੰਟਰਨੈਸ਼ਨਲ ਸਕੂਲ ਪੱਖੋ ਕਲਾਂ ਵੱਲੋਂ ਵਿਸ਼ਵ ਧਰਤੀ ਦਿਵਸ ਮਨਾਇਆ [990,1873,1515,1924]
publication-date: ਬੁੱਧਵਾਰ, 23 ਅਪ੍ਰੈਲ 2025 [1346,39,1489,55]
article-headline: 'ਯੁੱਧ ਨਸ਼ਿਆਂ ਵਿਰੁੱਧ ਮੁਹਿੰਮ' ਡਿਪਟੀ ਕਮਿਸ਼ਨਰ ਸਾਗਰ ਸੇਤੀਆ ਦੀ ਅਗਵਾਈ 'ਚ ਜ਼ਿਲ੍ਹਾ ਪ੍ਰਸ਼ਾਸਨ ਵੱਲੋਂ ਨਸ਼ਿਆਂ ਖ਼ਿਲਾਫ਼ ਜਾਗਰੂਕਤਾ ਰੈਲੀ ਦਾ ਆਯੋਜਨ [990,985,1507,1064]
article-body: ਤਰਨ ਤਾਰਨ, 22 ਅਪ੍ਰੈਲ (ਪੰਜਾਬ ਟਾਈਮਜ਼ ਬਿਊਰੋ)- ਐਨ. ਡੀ. ਆਰ. ਐੱਫ. ਵੱਲੋਂ ਡਿਪਟੀ ਕਮਿਸ਼ਨਰ ਤਰਨ ਤਾਰਨ ਦੇ ਦਿਸ਼ਾ-ਨਿਰਦੇਸ਼ਾਂ ਹੇਠ ਜ਼ਿਲ੍ਹਾ ਪ੍ਰਸ਼ਾਸਨ ਦੇ ਸਹਿਯੋਗ ਨਾਲ ਹਰੀਕੇ ਹੈੱਡ ਵਰਕਸ ਨੌਜ਼ ਪੁਆਇੰਟ 'ਤੇ ਹੜ੍ਹਾਂ ਵਰਗੀ ਕੁਦਰਤੀ ਆਫ਼ਤ ਨਾਲ ਨਜਿੱਠਣ ਲਈ ਮੌਕ ਡਰਿੱਲ ਕੀਤੀ ਗਈ। ਇਸ ਮੌਕੇ 16 ਬਟਾਲੀਅਨ ਐਨ.ਡੀ.ਆਰ.ਐਫ ਦੀ ਟੀਮ ਨੇ ਪਾਣੀ ਵਿਚ ਫਸੇ ਲੋਕਾਂ ਨੂੰ ਬਚਾਉਣ ਅਤੇ ਮੁੱਢਲੀ ਸਹਾਇਤਾ ਦੇਣ ਦੇ ਤਰੀਕਿਆਂ ਦਾ ਪ੍ਰਦਰਸ਼ਨ ਕੀਤਾ। ਅਧਿਕਾਰੀਆਂ ਨੇ ਦੱਸਿਆ ਕਿ ਅਜਿਹੀਆਂ ਮੌਕ ਡਰਿੱਲਾਂ ਨਾਲ ਐਮਰਜੈਂਸੀ ਹਾਲਾਤਾਂ ਵਿਚ ਤਾਲਮੇਲ ਅਤੇ ਤਿਆਰੀ ਦੀ ਜਾਂਚ ਕੀਤੀ ਜਾਂਦੀ ਹੈ। ਇਸ ਮੌਕੇ ਸਿਹਤ ਵਿਭਾਗ, ਪੁਲਿਸ, ਫਾਇਰ ਬ੍ਰਿਗੇਡ ਅਤੇ ਹੋਰ ਵਿਭਾਗਾਂ ਦੇ ਅਧਿਕਾਰੀ ਵੀ ਹਾਜ਼ਰ ਸਨ। [315,866,579,1004]
logo-icon [614,1505,626,1516]
byline: ਪੰਜਾਬ ਟਾਈਮਜ਼ ਖ਼ਬਰ [607,1964,732,1983]
article-headline: ਪਿੰਡ ਥੋਥੀਆਂ ਵਿਖੇ 15ਵਾਂ ਪੇਂਡੂ ਫੁੱਟਬਾਲ ਟੂਰਨਾਮੈਂਟ ਸਪੰਨ [29,1157,442,1181]
logo-icon [997,172,1009,183]
article-football-tournament [20,1149,587,1501]
byline: ਪੰਜਾਬ ਟਾਈਮਜ਼ ਖ਼ਬਰ [607,196,732,215]
byline: ਪੰਜਾਬ ਟਾਈਮਜ਼ ਖ਼ਬਰ [29,298,153,317]
registration-mark-bottom-right: CK [1502,2365,1519,2376]
byline: ਪੰਜਾਬ ਟਾਈਮਜ਼ ਖ਼ਬਰ [607,1501,732,1520]
article-photo [607,1358,830,1498]
byline: ਪੰਜਾਬ ਟਾਈਮਜ਼ ਖ਼ਬਰ [990,650,1114,668]
byline: ਪੰਜਾਬ ਟਾਈਮਜ਼ ਖ਼ਬਰ [990,1492,1114,1511]
article-khalsa-earthday [982,578,1536,969]
article-sandoa-condolence [599,1263,970,1727]
article-photo [607,1775,962,1961]
